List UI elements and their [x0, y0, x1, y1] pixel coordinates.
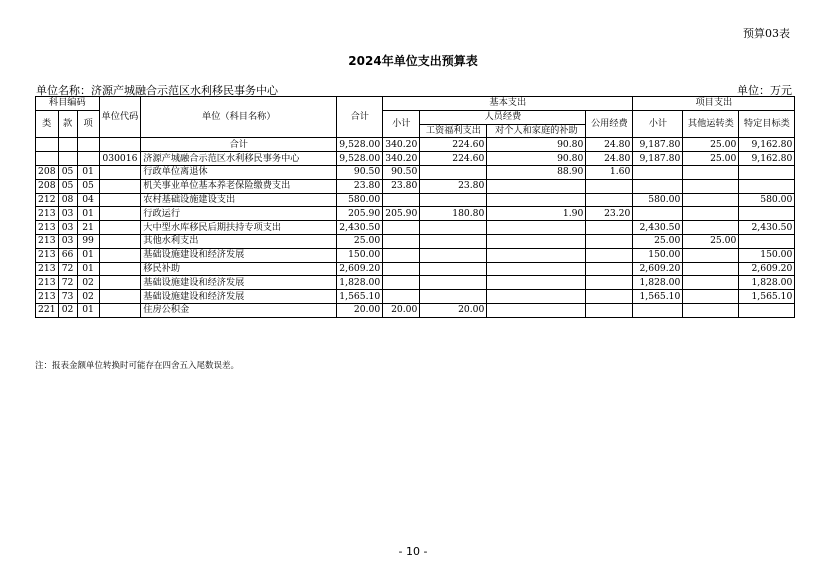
cell-total: 580.00 [337, 193, 383, 207]
cell-wages [420, 262, 487, 276]
cell-kuan: 66 [58, 248, 77, 262]
cell-name: 大中型水库移民后期扶持专项支出 [141, 221, 337, 235]
cell-public [586, 234, 633, 248]
cell-total: 1,565.10 [337, 290, 383, 304]
cell-other-transfer [683, 248, 739, 262]
cell-individual [487, 179, 586, 193]
cell-unit-code [99, 276, 141, 290]
table-row [36, 262, 795, 276]
cell-basic-subtotal: 340.20 [383, 152, 420, 166]
cell-project-subtotal: 25.00 [633, 234, 683, 248]
cell-kuan: 05 [58, 179, 77, 193]
header-wages: 工资福利支出 [420, 124, 487, 138]
header-xiang: 项 [77, 110, 99, 138]
cell-lei: 221 [36, 303, 59, 317]
cell-unit-code [99, 290, 141, 304]
cell-individual [487, 290, 586, 304]
table-row [36, 290, 795, 304]
cell-lei: 213 [36, 207, 59, 221]
cell-other-transfer: 25.00 [683, 152, 739, 166]
cell-basic-subtotal: 23.80 [383, 179, 420, 193]
cell-name: 基础设施建设和经济发展 [141, 276, 337, 290]
header-lei: 类 [36, 110, 59, 138]
cell-basic-subtotal [383, 248, 420, 262]
header-basic: 基本支出 [383, 97, 633, 111]
cell-project-subtotal [633, 303, 683, 317]
cell-total: 23.80 [337, 179, 383, 193]
cell-public [586, 221, 633, 235]
cell-other-transfer [683, 290, 739, 304]
cell-lei: 212 [36, 193, 59, 207]
cell-wages: 180.80 [420, 207, 487, 221]
table-row [36, 165, 795, 179]
cell-project-subtotal: 1,565.10 [633, 290, 683, 304]
cell-individual: 90.80 [487, 138, 586, 152]
header-basic-subtotal: 小计 [383, 110, 420, 138]
cell-public [586, 303, 633, 317]
cell-total: 20.00 [337, 303, 383, 317]
header-total: 合计 [337, 97, 383, 138]
cell-other-transfer [683, 193, 739, 207]
cell-other-transfer [683, 221, 739, 235]
cell-individual [487, 193, 586, 207]
cell-name: 行政单位离退休 [141, 165, 337, 179]
cell-wages [420, 290, 487, 304]
cell-name: 机关事业单位基本养老保险缴费支出 [141, 179, 337, 193]
cell-other-transfer: 25.00 [683, 234, 739, 248]
cell-individual [487, 234, 586, 248]
table-row [36, 276, 795, 290]
cell-specific [739, 234, 795, 248]
cell-individual: 1.90 [487, 207, 586, 221]
cell-specific: 580.00 [739, 193, 795, 207]
table-row [36, 303, 795, 317]
cell-total: 1,828.00 [337, 276, 383, 290]
cell-total: 2,609.20 [337, 262, 383, 276]
cell-xiang [77, 152, 99, 166]
cell-total: 25.00 [337, 234, 383, 248]
cell-kuan [58, 152, 77, 166]
cell-lei: 213 [36, 262, 59, 276]
cell-kuan: 03 [58, 234, 77, 248]
cell-individual [487, 248, 586, 262]
table-row [36, 221, 795, 235]
cell-basic-subtotal [383, 234, 420, 248]
cell-unit-code: 030016 [99, 152, 141, 166]
cell-wages [420, 193, 487, 207]
cell-other-transfer: 25.00 [683, 138, 739, 152]
cell-lei: 213 [36, 234, 59, 248]
cell-public [586, 179, 633, 193]
cell-basic-subtotal: 90.50 [383, 165, 420, 179]
cell-total: 205.90 [337, 207, 383, 221]
cell-project-subtotal: 580.00 [633, 193, 683, 207]
cell-wages: 23.80 [420, 179, 487, 193]
header-kuan: 款 [58, 110, 77, 138]
cell-xiang: 21 [77, 221, 99, 235]
cell-other-transfer [683, 303, 739, 317]
unit-name: 单位名称：济源产城融合示范区水利移民事务中心 [36, 84, 278, 97]
cell-individual: 90.80 [487, 152, 586, 166]
unit-label: 单位：万元 [737, 84, 792, 97]
cell-unit-code [99, 234, 141, 248]
cell-lei [36, 152, 59, 166]
cell-lei: 208 [36, 165, 59, 179]
cell-total: 9,528.00 [337, 138, 383, 152]
table-row [36, 193, 795, 207]
cell-individual [487, 303, 586, 317]
cell-kuan: 72 [58, 262, 77, 276]
cell-individual: 88.90 [487, 165, 586, 179]
cell-public: 23.20 [586, 207, 633, 221]
cell-wages: 224.60 [420, 138, 487, 152]
cell-basic-subtotal [383, 193, 420, 207]
cell-total: 90.50 [337, 165, 383, 179]
cell-xiang: 02 [77, 276, 99, 290]
cell-wages: 20.00 [420, 303, 487, 317]
cell-public [586, 290, 633, 304]
cell-xiang: 01 [77, 248, 99, 262]
cell-name: 其他水利支出 [141, 234, 337, 248]
cell-unit-code [99, 207, 141, 221]
cell-public: 24.80 [586, 152, 633, 166]
cell-unit-code [99, 138, 141, 152]
cell-other-transfer [683, 207, 739, 221]
cell-other-transfer [683, 276, 739, 290]
cell-specific: 9,162.80 [739, 138, 795, 152]
cell-kuan: 08 [58, 193, 77, 207]
cell-xiang: 99 [77, 234, 99, 248]
page-title: 2024年单位支出预算表 [348, 54, 478, 68]
cell-project-subtotal: 2,609.20 [633, 262, 683, 276]
table-row [36, 207, 795, 221]
cell-specific: 9,162.80 [739, 152, 795, 166]
cell-name: 基础设施建设和经济发展 [141, 248, 337, 262]
cell-individual [487, 276, 586, 290]
header-public: 公用经费 [586, 110, 633, 138]
cell-project-subtotal: 9,187.80 [633, 138, 683, 152]
cell-basic-subtotal [383, 221, 420, 235]
cell-name: 住房公积金 [141, 303, 337, 317]
cell-xiang: 02 [77, 290, 99, 304]
header-specific: 特定目标类 [739, 110, 795, 138]
table-row [36, 234, 795, 248]
table-row [36, 138, 795, 152]
cell-total: 2,430.50 [337, 221, 383, 235]
cell-name: 行政运行 [141, 207, 337, 221]
header-unit-code: 单位代码 [99, 97, 141, 138]
cell-individual [487, 221, 586, 235]
cell-unit-code [99, 262, 141, 276]
cell-specific: 1,565.10 [739, 290, 795, 304]
cell-xiang: 01 [77, 303, 99, 317]
cell-xiang: 04 [77, 193, 99, 207]
cell-lei: 213 [36, 248, 59, 262]
cell-name: 济源产城融合示范区水利移民事务中心 [141, 152, 337, 166]
cell-specific: 2,430.50 [739, 221, 795, 235]
cell-other-transfer [683, 179, 739, 193]
header-individual: 对个人和家庭的补助 [487, 124, 586, 138]
cell-basic-subtotal: 340.20 [383, 138, 420, 152]
cell-unit-code [99, 221, 141, 235]
cell-xiang: 05 [77, 179, 99, 193]
cell-public [586, 248, 633, 262]
header-unit-subject-name: 单位（科目名称） [141, 97, 337, 138]
cell-public: 1.60 [586, 165, 633, 179]
cell-other-transfer [683, 262, 739, 276]
cell-basic-subtotal [383, 276, 420, 290]
cell-kuan: 02 [58, 303, 77, 317]
cell-kuan: 73 [58, 290, 77, 304]
cell-specific [739, 179, 795, 193]
cell-kuan: 03 [58, 221, 77, 235]
cell-kuan: 72 [58, 276, 77, 290]
cell-project-subtotal: 9,187.80 [633, 152, 683, 166]
cell-lei: 208 [36, 179, 59, 193]
cell-lei: 213 [36, 276, 59, 290]
cell-name: 移民补助 [141, 262, 337, 276]
cell-basic-subtotal [383, 290, 420, 304]
cell-unit-code [99, 179, 141, 193]
cell-project-subtotal: 2,430.50 [633, 221, 683, 235]
header-project-subtotal: 小计 [633, 110, 683, 138]
table-row [36, 248, 795, 262]
cell-total: 150.00 [337, 248, 383, 262]
footnote: 注：报表金额单位转换时可能存在四舍五入尾数误差。 [35, 361, 240, 371]
cell-kuan: 05 [58, 165, 77, 179]
cell-project-subtotal [633, 179, 683, 193]
cell-unit-code [99, 248, 141, 262]
cell-lei: 213 [36, 290, 59, 304]
cell-other-transfer [683, 165, 739, 179]
cell-wages [420, 276, 487, 290]
cell-kuan: 03 [58, 207, 77, 221]
cell-public: 24.80 [586, 138, 633, 152]
header-other-transfer: 其他运转类 [683, 110, 739, 138]
form-number: 预算03表 [743, 27, 790, 40]
cell-public [586, 193, 633, 207]
cell-specific [739, 303, 795, 317]
cell-name: 基础设施建设和经济发展 [141, 290, 337, 304]
cell-basic-subtotal: 20.00 [383, 303, 420, 317]
cell-unit-code [99, 165, 141, 179]
cell-specific: 1,828.00 [739, 276, 795, 290]
cell-total: 9,528.00 [337, 152, 383, 166]
cell-specific [739, 207, 795, 221]
cell-specific: 2,609.20 [739, 262, 795, 276]
cell-specific: 150.00 [739, 248, 795, 262]
cell-specific [739, 165, 795, 179]
cell-basic-subtotal: 205.90 [383, 207, 420, 221]
cell-name: 合计 [141, 138, 337, 152]
cell-wages [420, 248, 487, 262]
cell-public [586, 262, 633, 276]
cell-xiang [77, 138, 99, 152]
cell-unit-code [99, 303, 141, 317]
header-subject-code: 科目编码 [36, 97, 100, 111]
cell-name: 农村基础设施建设支出 [141, 193, 337, 207]
cell-wages: 224.60 [420, 152, 487, 166]
cell-xiang: 01 [77, 262, 99, 276]
cell-lei: 213 [36, 221, 59, 235]
cell-wages [420, 234, 487, 248]
cell-unit-code [99, 193, 141, 207]
cell-project-subtotal: 150.00 [633, 248, 683, 262]
cell-public [586, 276, 633, 290]
cell-project-subtotal: 1,828.00 [633, 276, 683, 290]
budget-table [35, 96, 795, 318]
cell-lei [36, 138, 59, 152]
cell-kuan [58, 138, 77, 152]
table-row [36, 152, 795, 166]
header-project: 项目支出 [633, 97, 795, 111]
cell-basic-subtotal [383, 262, 420, 276]
cell-xiang: 01 [77, 165, 99, 179]
cell-project-subtotal [633, 207, 683, 221]
page-number: - 10 - [398, 545, 428, 558]
cell-xiang: 01 [77, 207, 99, 221]
cell-individual [487, 262, 586, 276]
cell-wages [420, 165, 487, 179]
header-personnel: 人员经费 [420, 110, 586, 124]
cell-wages [420, 221, 487, 235]
cell-project-subtotal [633, 165, 683, 179]
table-row [36, 179, 795, 193]
